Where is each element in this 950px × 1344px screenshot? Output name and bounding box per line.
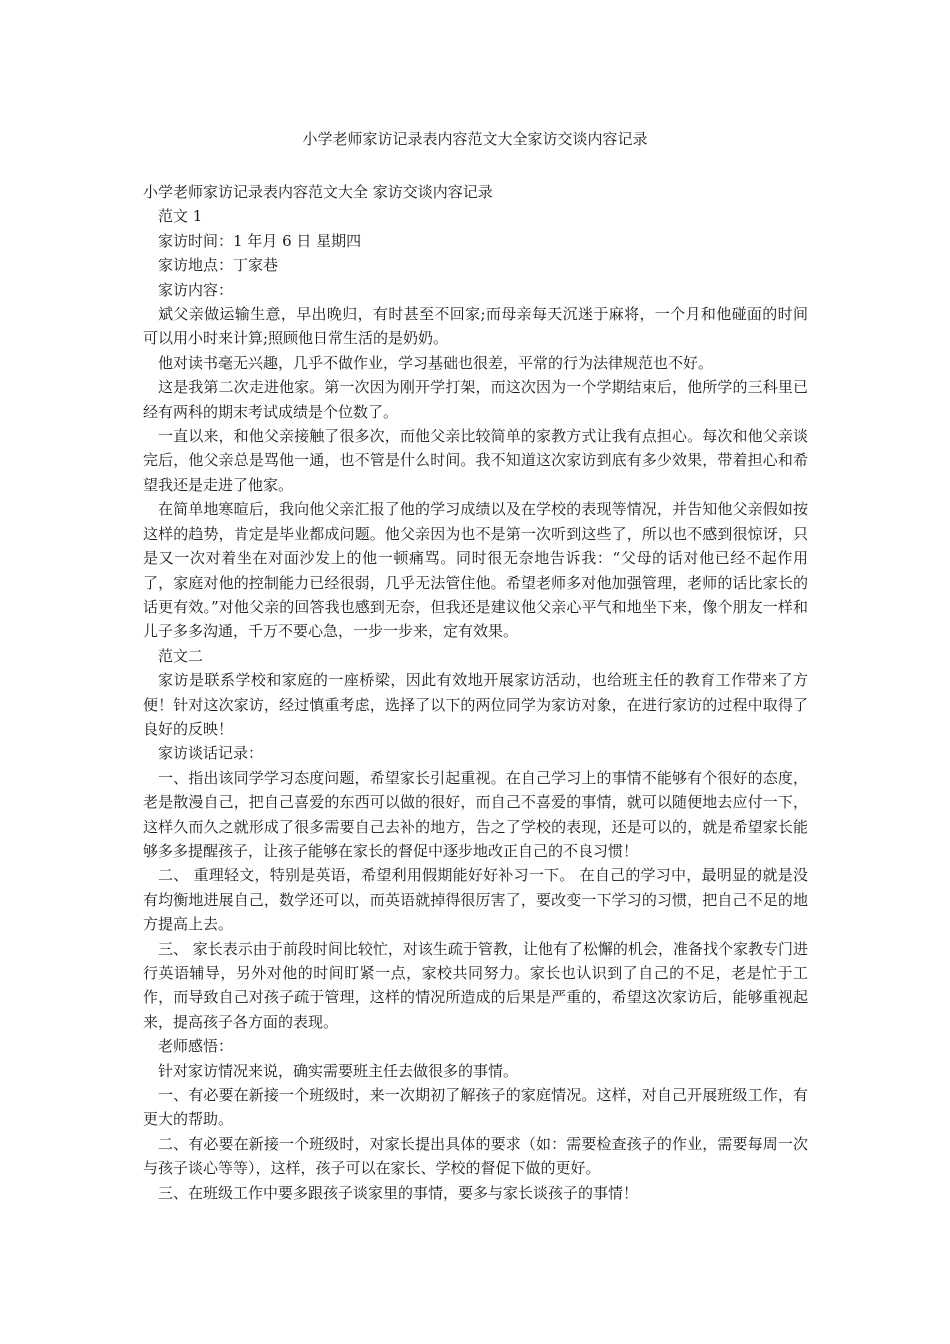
visit-time: 家访时间：1 年月 6 日 星期四 (158, 231, 362, 250)
subtitle-paragraph: 小学老师家访记录表内容范文大全 家访交谈内容记录 (143, 183, 493, 201)
document-body (143, 180, 808, 1205)
conversation-record-label: 家访谈话记录： (158, 744, 264, 763)
paragraph: 斌父亲做运输生意，早出晚归，有时甚至不回家;而母亲每天沉迷于麻将，一个月和他碰面的时间可以用小时来计算;照顾他日常生活的是奶奶。 (143, 305, 808, 348)
paragraph: 这是我第二次走进他家。第一次因为刚开学打架，而这次因为一个学期结束后，他所学的三科里已经有两科的期末考试成绩是个位数了。 (143, 378, 808, 421)
list-item: 二、有必要在新接一个班级时，对家长提出具体的要求（如：需要检查孩子的作业，需要每周一次与孩子谈心等等），这样，孩子可以在家长、学校的督促下做的更好。 (143, 1134, 808, 1178)
list-item: 一、指出该同学学习态度问题，希望家长引起重视。在自己学习上的事情不能够有个很好的态度，老是散漫自己，把自己喜爱的东西可以做的很好，而自己不喜爱的事情，就可以随便地去应付一下，这样久而久之就形成了很多需要自己去补的地方，告之了学校的表现，还是可以的，就是希望家长能够多多提醒孩子，让孩子能够在家长的督促中逐步地改正自己的不良习惯！ (143, 768, 808, 860)
list-item: 三、 家长表示由于前段时间比较忙，对该生疏于管教，让他有了松懈的机会，准备找个家教专门进行英语辅导，另外对他的时间盯紧一点，家校共同努力。家长也认识到了自己的不足，老是忙于工作，而导致自己对孩子疏于管理，这样的情况所造成的后果是严重的，希望这次家访后，能够重视起来，提高孩子各方面的表现。 (143, 939, 808, 1031)
list-item: 三、在班级工作中要多跟孩子谈家里的事情，要多与家长谈孩子的事情！ (158, 1183, 639, 1202)
list-item: 二、 重理轻文，特别是英语，希望利用假期能好好补习一下。 在自己的学习中，最明显的就是没有均衡地进展自己，数学还可以，而英语就掉得很厉害了，要改变一下学习的习惯，把自己不足的地方提高上去。 (143, 866, 808, 934)
document-title: 小学老师家访记录表内容范文大全家访交谈内容记录 (302, 130, 648, 148)
paragraph: 在简单地寒暄后，我向他父亲汇报了他的学习成绩以及在学校的表现等情况，并告知他父亲假如按这样的趋势，肯定是毕业都成问题。他父亲因为也不是第一次听到这些了，所以也不感到很惊讶，只是又一次对着坐在对面沙发上的他一顿痛骂。同时很无奈地告诉我：“父母的话对他已经不起作用了，家庭对他的控制能力已经很弱，几乎无法管住他。希望老师多对他加强管理，老师的话比家长的话更有效。”对他父亲的回答我也感到无奈，但我还是建议他父亲心平气和地坐下来，像个朋友一样和儿子多多沟通，千万不要心急，一步一步来，定有效果。 (143, 500, 808, 641)
list-item: 一、有必要在新接一个班级时，来一次期初了解孩子的家庭情况。这样，对自己开展班级工作，有更大的帮助。 (143, 1086, 808, 1129)
visit-content-label: 家访内容： (158, 280, 234, 299)
section-heading-sample-1: 范文 1 (158, 207, 203, 226)
section-heading-sample-2: 范文二 (158, 646, 204, 665)
paragraph: 家访是联系学校和家庭的一座桥梁，因此有效地开展家访活动，也给班主任的教育工作带来了方便！针对这次家访，经过慎重考虑，选择了以下的两位同学为家访对象，在进行家访的过程中取得了良好的反映！ (143, 671, 808, 738)
paragraph: 他对读书毫无兴趣，几乎不做作业，学习基础也很差，平常的行为法律规范也不好。 (158, 353, 714, 372)
paragraph: 一直以来，和他父亲接触了很多次，而他父亲比较简单的家教方式让我有点担心。每次和他父亲谈完后，他父亲总是骂他一通，也不管是什么时间。我不知道这次家访到底有多少效果，带着担心和希望我还是走进了他家。 (143, 427, 808, 494)
visit-location: 家访地点：丁家巷 (158, 256, 279, 275)
teacher-reflection-label: 老师感悟： (158, 1037, 234, 1056)
paragraph: 针对家访情况来说，确实需要班主任去做很多的事情。 (158, 1061, 519, 1080)
